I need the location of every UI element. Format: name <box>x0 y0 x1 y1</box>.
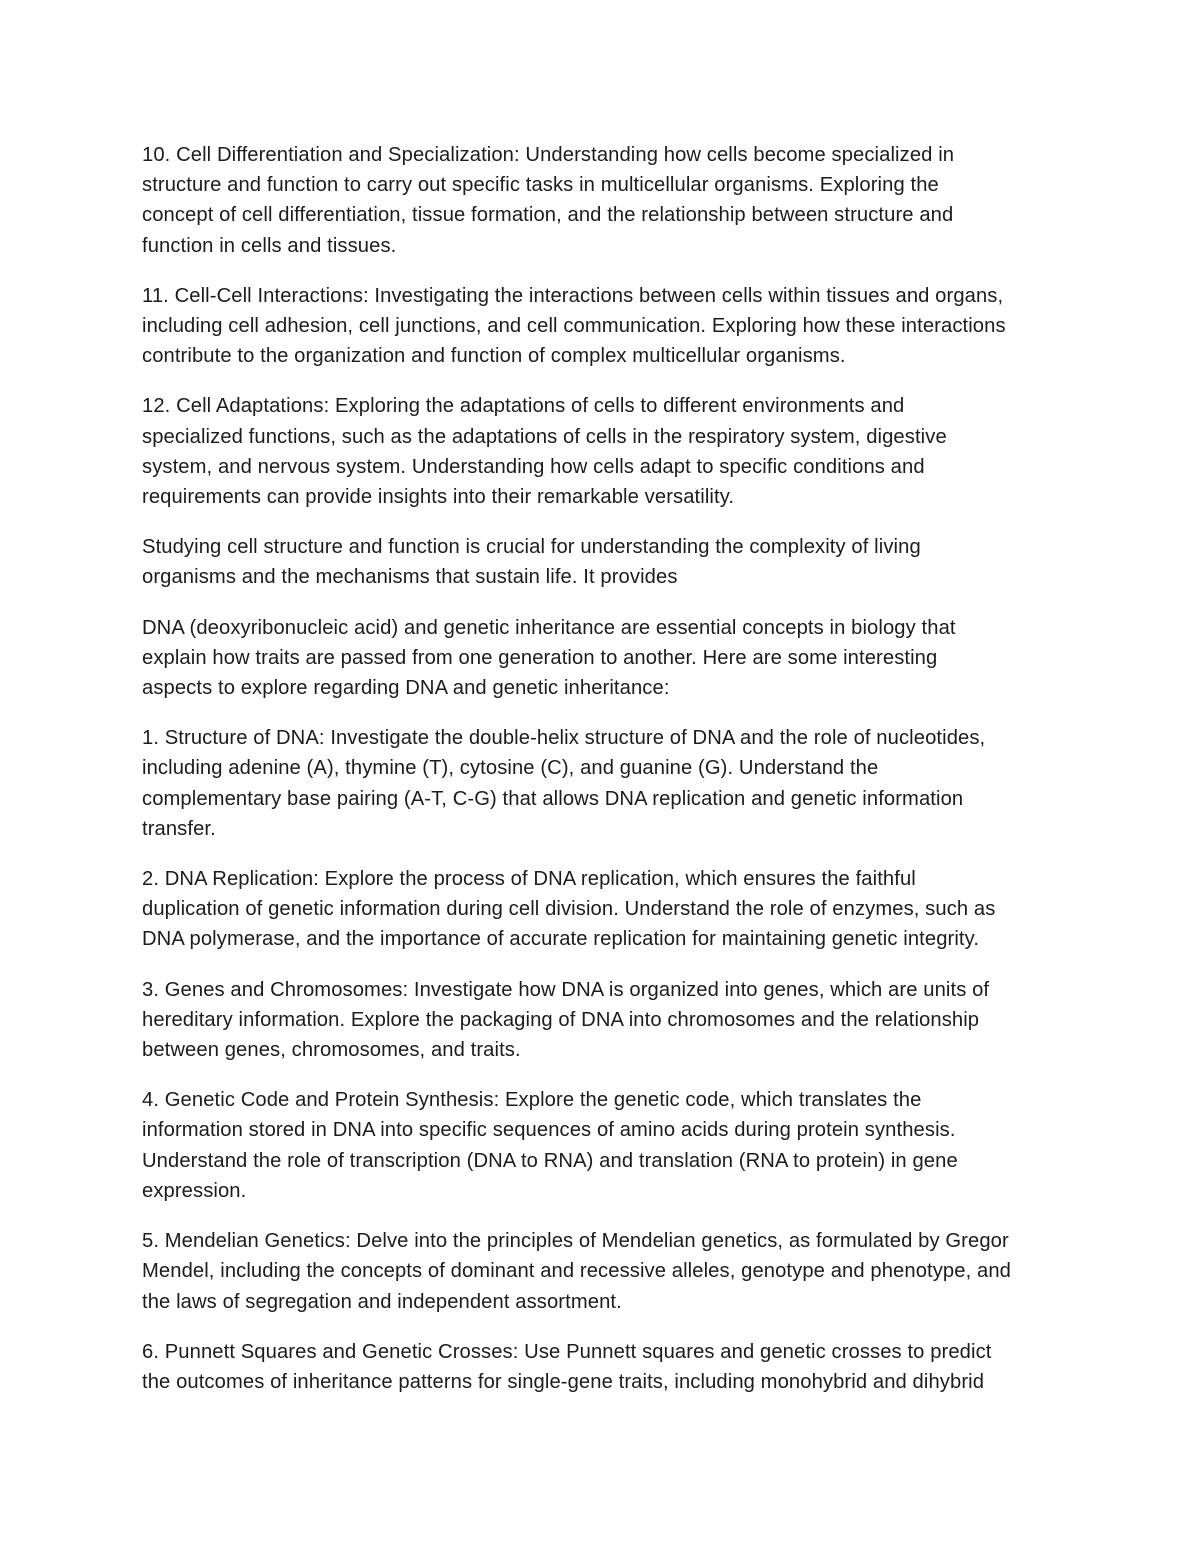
paragraph-genetic-code: 4. Genetic Code and Protein Synthesis: Explore the genetic code, which translates the information stored in DNA into specific sequences of amino acids during protein synthesis. Understand the role of transcription (DNA to RNA) and translation (RNA to protein) in gene expression. <box>142 1089 958 1202</box>
paragraph-cell-adaptations: 12. Cell Adaptations: Exploring the adaptations of cells to different environments and specialized functions, such as the adaptations of cells in the respiratory system, digestive system, and nervous system. Understanding how cells adapt to specific conditions and requirements can provide insights into their remarkable versatility. <box>142 395 947 509</box>
document-body <box>142 140 1067 1417</box>
paragraph-punnett-squares: 6. Punnett Squares and Genetic Crosses: Use Punnett squares and genetic crosses to predict the outcomes of inheritance patterns for single-gene traits, including monohybrid and dihybrid <box>142 1340 992 1393</box>
paragraph-dna-intro: DNA (deoxyribonucleic acid) and genetic inheritance are essential concepts in biology that explain how traits are passed from one generation to another. Here are some interesting aspects to explore regarding DNA and genetic inheritance: <box>142 616 956 700</box>
paragraph-cell-differentiation: 10. Cell Differentiation and Specialization: Understanding how cells become specialized in structure and function to carry out specific tasks in multicellular organisms. Exploring the concept of cell differentiation, tissue formation, and the relationship between structure and function in cells and tissues. <box>142 144 955 257</box>
paragraph-studying-cell-structure: Studying cell structure and function is crucial for understanding the complexity of living organisms and the mechanisms that sustain life. It provides <box>142 536 921 589</box>
paragraph-mendelian-genetics: 5. Mendelian Genetics: Delve into the principles of Mendelian genetics, as formulated by Gregor Mendel, including the concepts of dominant and recessive alleles, genotype and phenotype, and the laws of segregation and independent assortment. <box>142 1230 1011 1313</box>
paragraph-cell-interactions: 11. Cell-Cell Interactions: Investigating the interactions between cells within tissues and organs, including cell adhesion, cell junctions, and cell communication. Exploring how these interactions contribute to the organization and function of complex multicellular organisms. <box>142 284 1006 368</box>
paragraph-genes-chromosomes: 3. Genes and Chromosomes: Investigate how DNA is organized into genes, which are units of hereditary information. Explore the packaging of DNA into chromosomes and the relationship between genes, chromosomes, and traits. <box>142 978 990 1062</box>
paragraph-structure-of-dna: 1. Structure of DNA: Investigate the double-helix structure of DNA and the role of nucleotides, including adenine (A), thymine (T), cytosine (C), and guanine (G). Understand the complementary base pairing (A-T, C-G) that allows DNA replication and genetic information transfer. <box>142 727 986 840</box>
paragraph-dna-replication: 2. DNA Replication: Explore the process of DNA replication, which ensures the faithful duplication of genetic information during cell division. Understand the role of enzymes, such as DNA polymerase, and the importance of accurate replication for maintaining genetic integrity. <box>142 868 996 951</box>
